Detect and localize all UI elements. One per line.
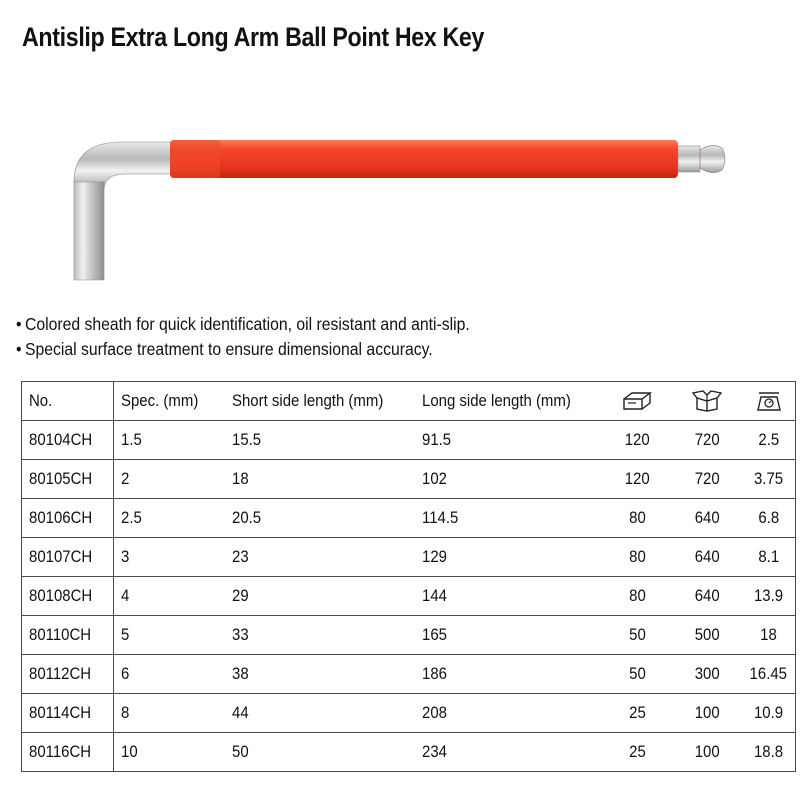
cell-inner-box-qty: 50 [602, 616, 672, 655]
table-header-row [22, 382, 796, 421]
cell-carton-qty: 640 [672, 577, 742, 616]
cell-spec: 2.5 [114, 499, 226, 538]
cell-short-side: 50 [225, 733, 418, 772]
cell-inner-box-qty: 80 [602, 577, 672, 616]
cell-short-side: 23 [225, 538, 418, 577]
cell-long-side: 129 [418, 538, 602, 577]
cell-weight: 16.45 [742, 655, 796, 694]
weighing-scale-icon [756, 390, 782, 412]
header-long-side: Long side length (mm) [418, 382, 602, 421]
cell-no: 80116CH [22, 733, 114, 772]
cell-carton-qty: 640 [672, 499, 742, 538]
cell-spec: 6 [114, 655, 226, 694]
cell-inner-box-qty: 25 [602, 694, 672, 733]
cell-spec: 4 [114, 577, 226, 616]
cell-inner-box-qty: 80 [602, 499, 672, 538]
cell-spec: 3 [114, 538, 226, 577]
cell-spec: 2 [114, 460, 226, 499]
cell-long-side: 234 [418, 733, 602, 772]
table-row [22, 577, 796, 616]
cell-carton-qty: 720 [672, 460, 742, 499]
cell-spec: 10 [114, 733, 226, 772]
cell-carton-qty: 100 [672, 694, 742, 733]
cell-weight: 18.8 [742, 733, 796, 772]
cell-inner-box-qty: 80 [602, 538, 672, 577]
cell-long-side: 165 [418, 616, 602, 655]
cell-no: 80106CH [22, 499, 114, 538]
carton-box-icon [692, 390, 722, 412]
table-row [22, 733, 796, 772]
cell-weight: 18 [742, 616, 796, 655]
cell-short-side: 20.5 [225, 499, 418, 538]
cell-carton-qty: 640 [672, 538, 742, 577]
cell-long-side: 91.5 [418, 421, 602, 460]
table-row [22, 460, 796, 499]
cell-inner-box-qty: 50 [602, 655, 672, 694]
table-row [22, 694, 796, 733]
cell-weight: 6.8 [742, 499, 796, 538]
cell-no: 80110CH [22, 616, 114, 655]
header-inner-box [602, 382, 672, 421]
header-carton [672, 382, 742, 421]
table-row [22, 499, 796, 538]
hex-key-image [60, 120, 740, 290]
cell-carton-qty: 300 [672, 655, 742, 694]
cell-carton-qty: 100 [672, 733, 742, 772]
header-weight [742, 382, 796, 421]
cell-carton-qty: 500 [672, 616, 742, 655]
cell-weight: 8.1 [742, 538, 796, 577]
cell-weight: 2.5 [742, 421, 796, 460]
page-title: Antislip Extra Long Arm Ball Point Hex Key [22, 22, 485, 52]
table-row [22, 616, 796, 655]
cell-long-side: 144 [418, 577, 602, 616]
cell-spec: 8 [114, 694, 226, 733]
cell-weight: 13.9 [742, 577, 796, 616]
cell-short-side: 44 [225, 694, 418, 733]
cell-no: 80107CH [22, 538, 114, 577]
cell-long-side: 208 [418, 694, 602, 733]
cell-spec: 5 [114, 616, 226, 655]
cell-long-side: 186 [418, 655, 602, 694]
cell-inner-box-qty: 25 [602, 733, 672, 772]
cell-short-side: 29 [225, 577, 418, 616]
colored-sheath [170, 140, 678, 178]
feature-item: • Special surface treatment to ensure dimensional accuracy. [16, 337, 470, 362]
header-spec: Spec. (mm) [114, 382, 226, 421]
cell-long-side: 114.5 [418, 499, 602, 538]
header-short-side: Short side length (mm) [225, 382, 418, 421]
bullet-mark: • [16, 314, 22, 334]
cell-short-side: 18 [225, 460, 418, 499]
header-no: No. [22, 382, 114, 421]
table-row [22, 421, 796, 460]
cell-no: 80108CH [22, 577, 114, 616]
spec-table [21, 381, 796, 772]
cell-spec: 1.5 [114, 421, 226, 460]
feature-item: • Colored sheath for quick identification, oil resistant and anti-slip. [16, 312, 470, 337]
cell-inner-box-qty: 120 [602, 421, 672, 460]
cell-weight: 10.9 [742, 694, 796, 733]
cell-inner-box-qty: 120 [602, 460, 672, 499]
cell-short-side: 33 [225, 616, 418, 655]
cell-short-side: 15.5 [225, 421, 418, 460]
bullet-mark: • [16, 339, 22, 359]
cell-long-side: 102 [418, 460, 602, 499]
cell-no: 80114CH [22, 694, 114, 733]
table-row [22, 655, 796, 694]
cell-short-side: 38 [225, 655, 418, 694]
feature-list [16, 312, 520, 362]
cell-carton-qty: 720 [672, 421, 742, 460]
cell-no: 80105CH [22, 460, 114, 499]
table-row [22, 538, 796, 577]
cell-no: 80104CH [22, 421, 114, 460]
inner-box-icon [622, 391, 652, 411]
cell-weight: 3.75 [742, 460, 796, 499]
cell-no: 80112CH [22, 655, 114, 694]
